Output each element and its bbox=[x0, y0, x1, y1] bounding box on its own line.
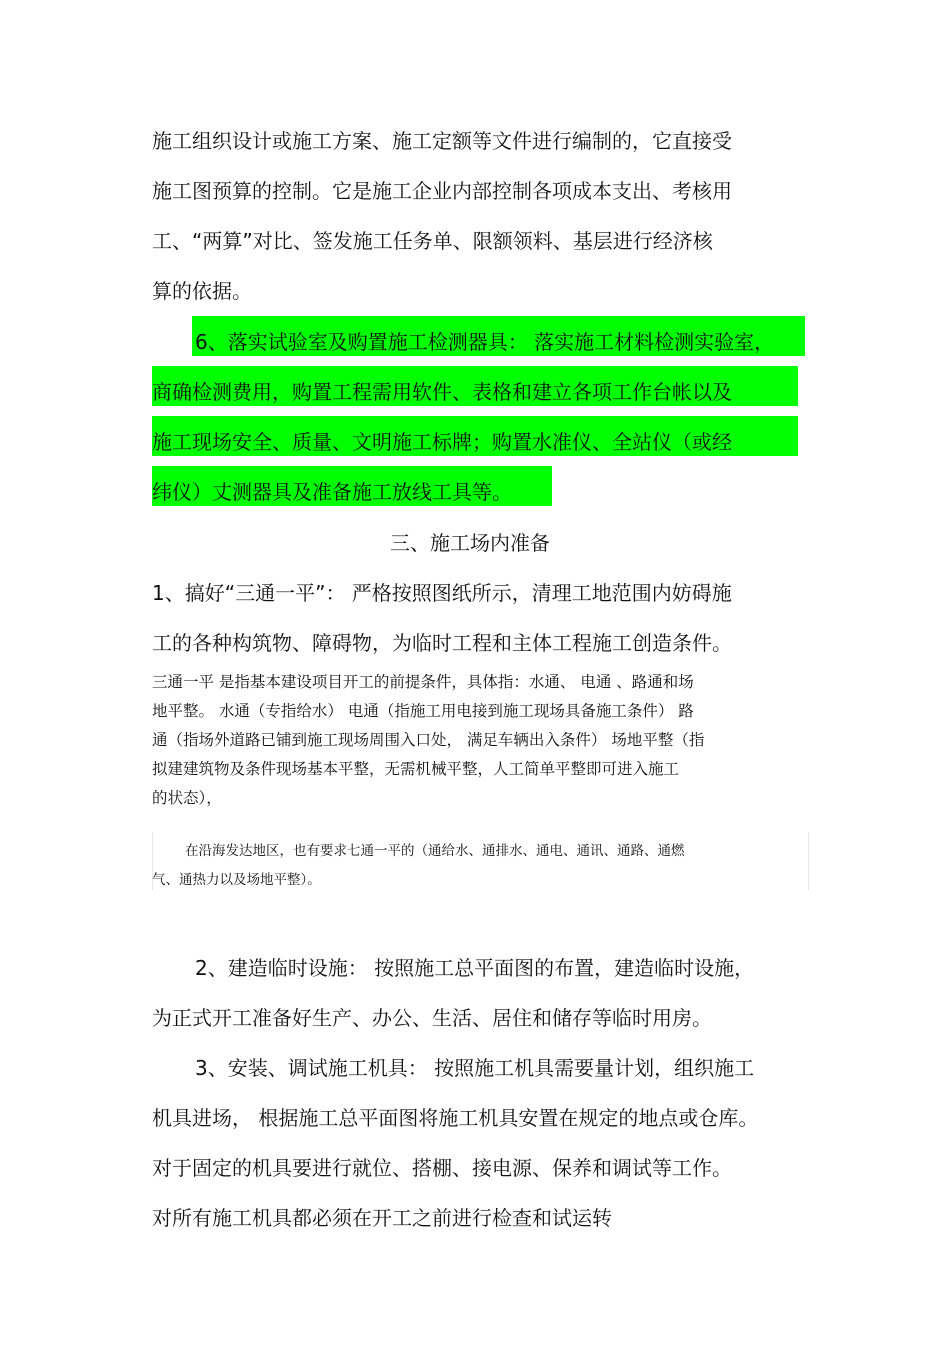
item1-line-1: 1、搞好“三通一平”： 严格按照图纸所示，清理工地范围内妨碍施 bbox=[152, 581, 732, 605]
intro-line-4: 算的依据。 bbox=[152, 279, 252, 303]
item3-line-4: 对所有施工机具都必须在开工之前进行检查和试运转 bbox=[152, 1206, 612, 1230]
item3-line-3: 对于固定的机具要进行就位、搭棚、接电源、保养和调试等工作。 bbox=[152, 1156, 732, 1180]
intro-line-2: 施工图预算的控制。它是施工企业内部控制各项成本支出、考核用 bbox=[152, 179, 732, 203]
item2-line-2: 为正式开工准备好生产、办公、生活、居住和储存等临时用房。 bbox=[152, 1006, 712, 1030]
item2-line-1: 2、建造临时设施： 按照施工总平面图的布置，建造临时设施， bbox=[195, 956, 755, 980]
intro-line-3: 工、“两算”对比、签发施工任务单、限额领料、基层进行经济核 bbox=[152, 229, 713, 253]
note-line-2: 气、通热力以及场地平整）。 bbox=[152, 872, 321, 888]
item6-line-1: 6、落实试验室及购置施工检测器具： 落实施工材料检测实验室， bbox=[195, 330, 775, 354]
definition-line-1: 三通一平 是指基本建设项目开工的前提条件，具体指：水通、 电通 、路通和场 bbox=[152, 673, 694, 691]
item3-line-1: 3、安装、调试施工机具： 按照施工机具需要量计划，组织施工 bbox=[195, 1056, 755, 1080]
section-heading: 三、施工场内准备 bbox=[390, 531, 550, 555]
item6-line-3: 施工现场安全、质量、文明施工标牌；购置水准仪、全站仪（或经 bbox=[152, 430, 732, 454]
definition-line-5: 的状态）， bbox=[152, 789, 222, 807]
item6-line-4: 纬仪）丈测器具及准备施工放线工具等。 bbox=[152, 480, 512, 504]
definition-line-4: 拟建建筑物及条件现场基本平整，无需机械平整，人工简单平整即可进入施工 bbox=[152, 760, 680, 778]
item6-line-2: 商确检测费用，购置工程需用软件、表格和建立各项工作台帐以及 bbox=[152, 380, 732, 404]
item1-line-2: 工的各种构筑物、障碍物，为临时工程和主体工程施工创造条件。 bbox=[152, 631, 732, 655]
definition-line-2: 地平整。 水通（专指给水） 电通（指施工用电接到施工现场具备施工条件） 路 bbox=[152, 702, 694, 720]
intro-line-1: 施工组织设计或施工方案、施工定额等文件进行编制的，它直接受 bbox=[152, 129, 732, 153]
note-line-1: 在沿海发达地区，也有要求七通一平的（通给水、通排水、通电、通讯、通路、通燃 bbox=[185, 843, 685, 859]
definition-line-3: 通（指场外道路已铺到施工现场周围入口处， 满足车辆出入条件） 场地平整（指 bbox=[152, 731, 705, 749]
item3-line-2: 机具进场， 根据施工总平面图将施工机具安置在规定的地点或仓库。 bbox=[152, 1106, 759, 1130]
